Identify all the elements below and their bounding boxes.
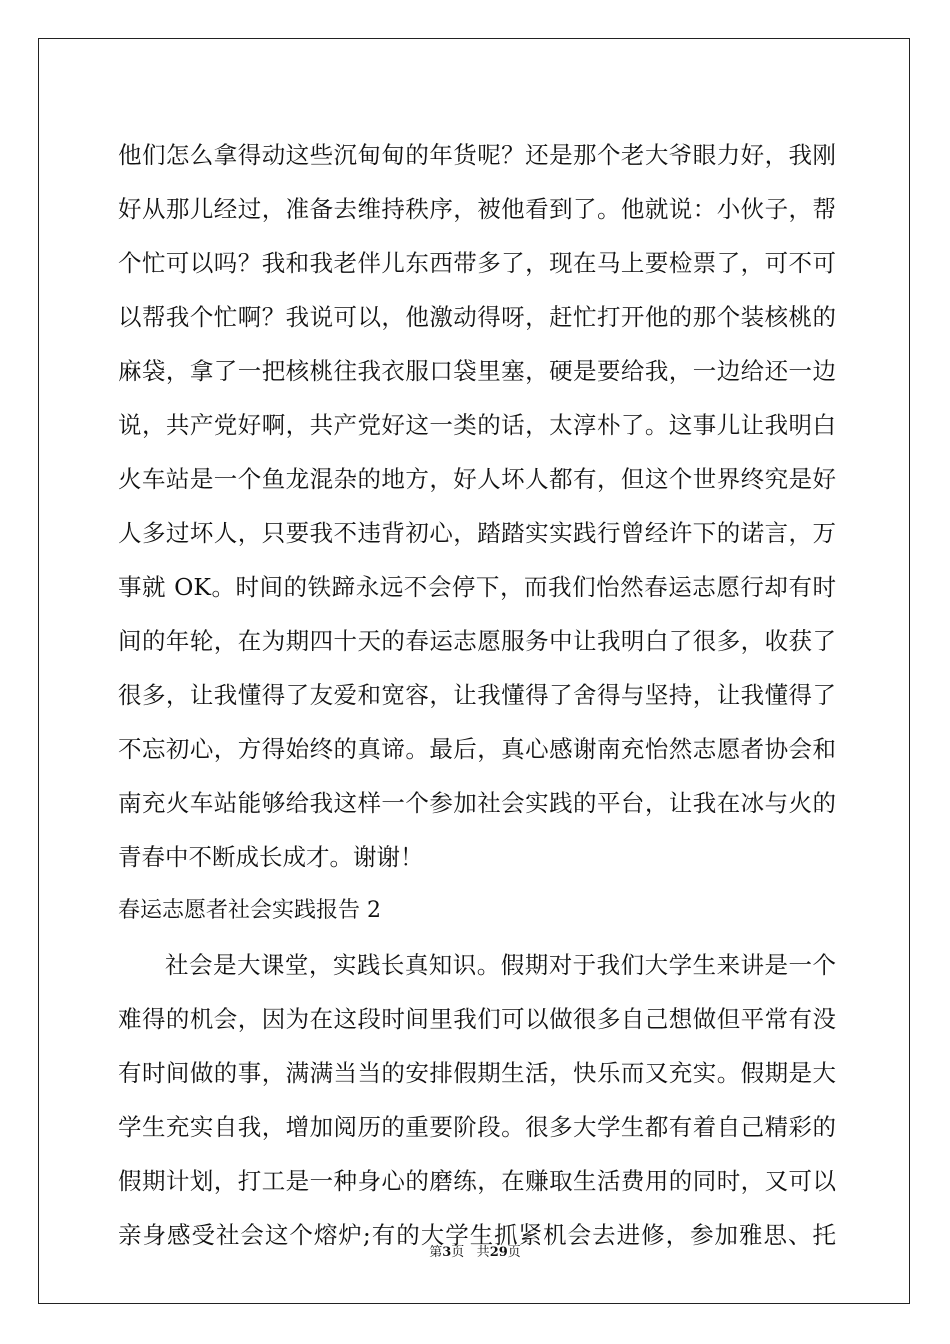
total-page-count: 29 xyxy=(489,1245,508,1260)
paragraph-continuation xyxy=(118,128,836,884)
current-page-number: 3 xyxy=(442,1245,452,1260)
text-line: 以帮我个忙啊？我说可以，他激动得呀，赶忙打开他的那个装核桃的 xyxy=(118,303,836,331)
document-body xyxy=(118,128,836,1262)
text-line: 学生充实自我，增加阅历的重要阶段。很多大学生都有着自己精彩的 xyxy=(118,1113,836,1141)
text-line: 南充火车站能够给我这样一个参加社会实践的平台，让我在冰与火的 xyxy=(118,789,836,817)
text-line: 间的年轮，在为期四十天的春运志愿服务中让我明白了很多，收获了 xyxy=(118,627,836,655)
text-line: 不忘初心，方得始终的真谛。最后，真心感谢南充怡然志愿者协会和 xyxy=(118,735,836,763)
page-footer xyxy=(0,1244,950,1262)
text-line: 很多，让我懂得了友爱和宽容，让我懂得了舍得与坚持，让我懂得了 xyxy=(118,681,836,709)
text-line: 社会是大课堂，实践长真知识。假期对于我们大学生来讲是一个 xyxy=(165,951,836,979)
text-line: 他们怎么拿得动这些沉甸甸的年货呢？还是那个老大爷眼力好，我刚 xyxy=(118,141,836,169)
text-line: 有时间做的事，满满当当的安排假期生活，快乐而又充实。假期是大 xyxy=(118,1059,836,1087)
text-line: 青春中不断成长成才。谢谢！ xyxy=(118,843,424,871)
footer-total-prefix: 共 xyxy=(476,1245,490,1260)
text-line: 难得的机会，因为在这段时间里我们可以做很多自己想做但平常有没 xyxy=(118,1005,836,1033)
footer-prefix: 第 xyxy=(429,1245,443,1260)
footer-page-label: 页 xyxy=(451,1245,465,1260)
text-line: 亲身感受社会这个熔炉;有的大学生抓紧机会去进修，参加雅思、托 xyxy=(118,1221,836,1249)
text-line: 好从那儿经过，准备去维持秩序，被他看到了。他就说：小伙子，帮 xyxy=(118,195,836,223)
paragraph-report-2 xyxy=(118,938,836,1262)
text-line: 麻袋，拿了一把核桃往我衣服口袋里塞，硬是要给我，一边给还一边 xyxy=(118,357,836,385)
text-line: 个忙可以吗？我和我老伴儿东西带多了，现在马上要检票了，可不可 xyxy=(118,249,836,277)
text-line: 假期计划，打工是一种身心的磨练，在赚取生活费用的同时，又可以 xyxy=(118,1167,836,1195)
text-line: 火车站是一个鱼龙混杂的地方，好人坏人都有，但这个世界终究是好 xyxy=(118,465,836,493)
section-heading: 春运志愿者社会实践报告 2 xyxy=(118,898,381,923)
text-line: 事就 OK。时间的铁蹄永远不会停下，而我们怡然春运志愿行却有时 xyxy=(118,573,836,601)
text-line: 说，共产党好啊，共产党好这一类的话，太淳朴了。这事儿让我明白 xyxy=(118,411,836,439)
text-line: 人多过坏人，只要我不违背初心，踏踏实实践行曾经许下的诺言，万 xyxy=(118,519,836,547)
footer-total-label: 页 xyxy=(507,1245,521,1260)
